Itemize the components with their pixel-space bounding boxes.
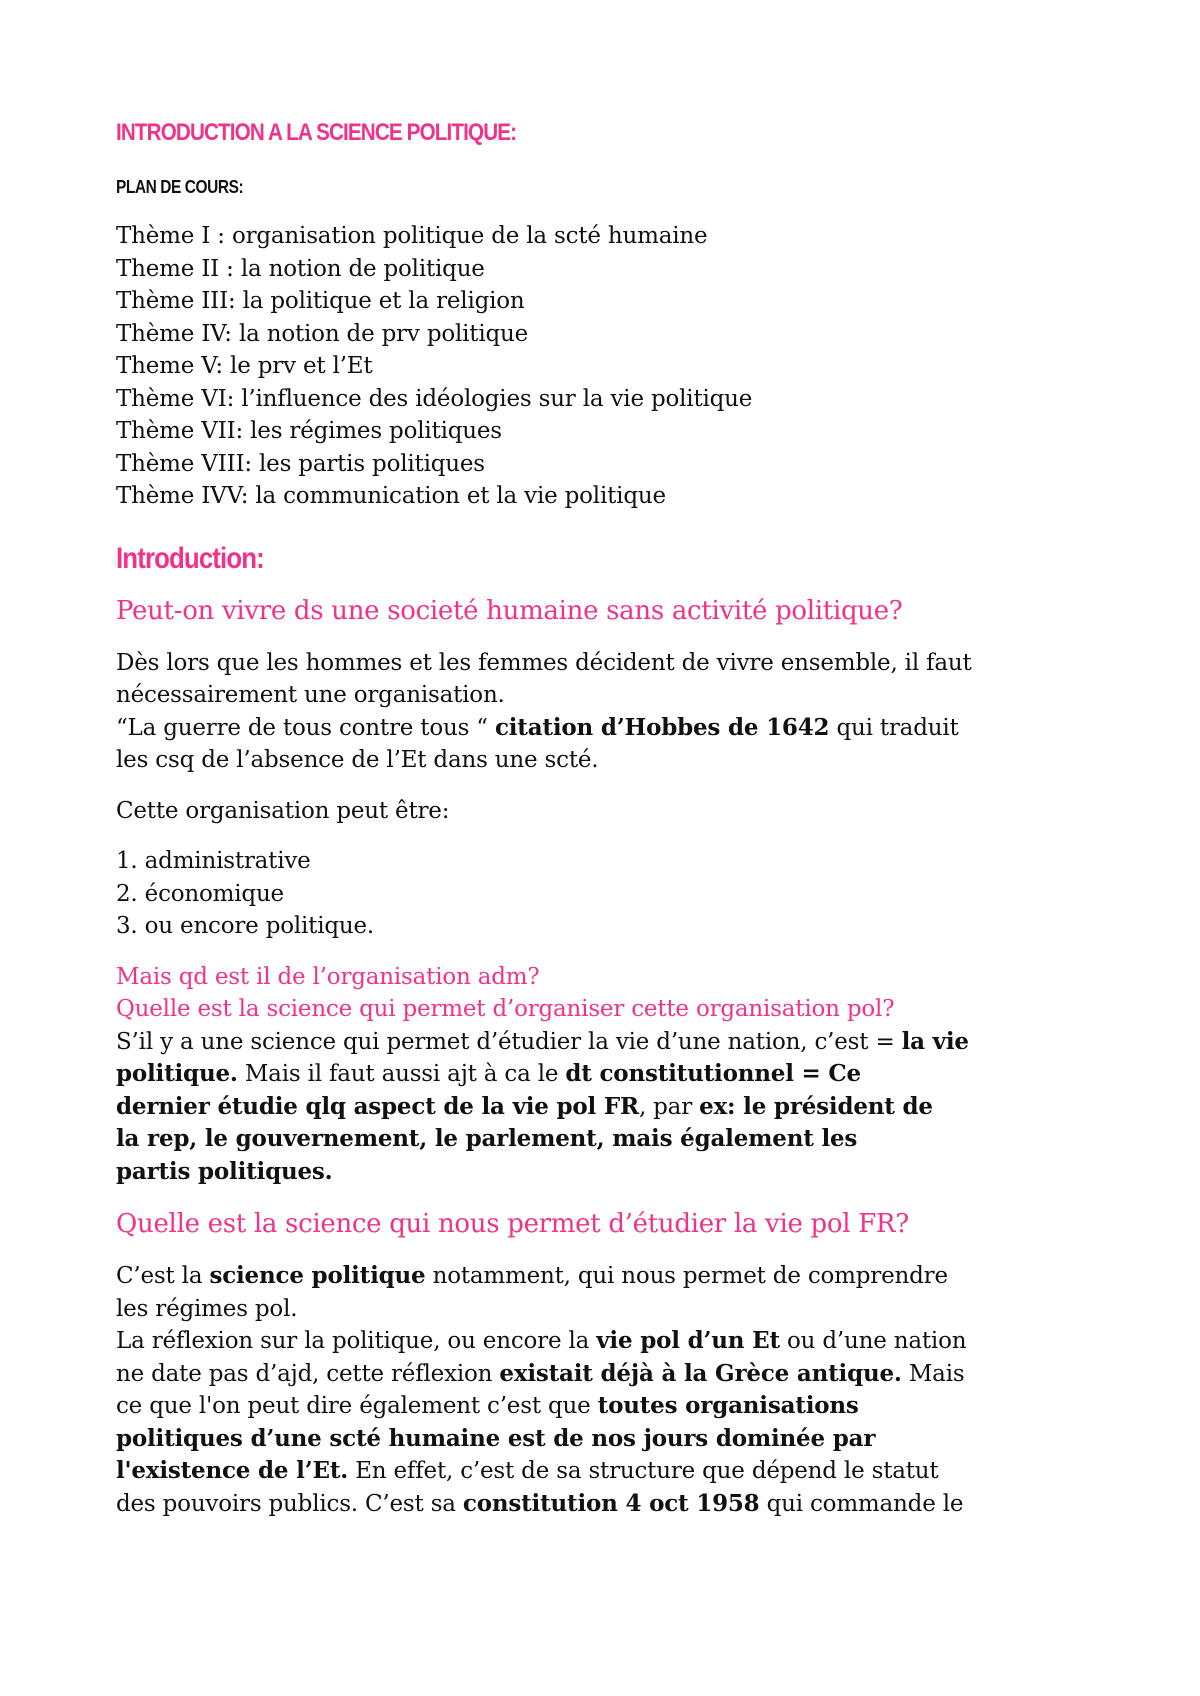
bold-span: la rep, le gouvernement, le parlement, mais également les <box>116 1125 858 1152</box>
organisation-intro <box>116 795 1106 828</box>
text-line: Dès lors que les hommes et les femmes décident de vivre ensemble, il faut <box>116 649 972 676</box>
bold-span: politique. <box>116 1060 238 1087</box>
text-line <box>116 1390 1106 1423</box>
theme-item: Thème IV: la notion de prv politique <box>116 320 529 347</box>
text-line <box>116 1091 1106 1124</box>
bold-span: dt constitutionnel = Ce <box>565 1060 861 1087</box>
text-line <box>116 1325 1106 1358</box>
document-page <box>116 112 1106 1520</box>
organisation-list <box>116 845 1106 943</box>
text-line: les csq de l’absence de l’Et dans une scté. <box>116 747 599 773</box>
text-span: “La guerre de tous contre tous “ <box>116 714 495 741</box>
plan-label: PLAN DE COURS: <box>116 177 244 197</box>
theme-item: Thème VII: les régimes politiques <box>116 418 502 444</box>
text-span: En effet, c’est de sa structure que dépend le statut <box>348 1458 939 1484</box>
question-line: Mais qd est il de l’organisation adm? <box>116 963 540 990</box>
theme-item: Thème IVV: la communication et la vie politique <box>116 483 666 509</box>
list-item: 2. économique <box>116 880 284 907</box>
theme-item: Thème I : organisation politique de la scté humaine <box>116 223 708 249</box>
bold-span: toutes organisations <box>597 1392 859 1419</box>
text-span: qui traduit <box>829 714 959 741</box>
text-span: Mais <box>901 1360 965 1387</box>
theme-item: Thème VI: l’influence des idéologies sur la vie politique <box>116 385 753 412</box>
theme-item: Theme II : la notion de politique <box>116 255 485 282</box>
bold-span: science politique <box>209 1262 426 1289</box>
bold-span: politiques d’une scté humaine est de nos jours dominée par <box>116 1424 876 1452</box>
text-line: Cette organisation peut être: <box>116 797 450 824</box>
paragraph-science <box>116 961 1106 1189</box>
text-line <box>116 1455 1106 1488</box>
text-line <box>116 1423 1106 1456</box>
text-line: nécessairement une organisation. <box>116 682 505 708</box>
list-item: 1. administrative <box>116 848 311 874</box>
question-heading-2: Quelle est la science qui nous permet d’étudier la vie pol FR? <box>116 1209 909 1239</box>
paragraph-science-politique <box>116 1260 1106 1520</box>
paragraph-hobbes <box>116 647 1106 777</box>
text-span: ou d’une nation <box>779 1328 967 1354</box>
document-title: INTRODUCTION A LA SCIENCE POLITIQUE: <box>116 119 517 146</box>
bold-span: la vie <box>901 1027 969 1055</box>
theme-item: Thème III: la politique et la religion <box>116 288 525 314</box>
bold-span: constitution 4 oct 1958 <box>462 1489 760 1517</box>
list-item: 3. ou encore politique. <box>116 913 375 939</box>
text-span: qui commande le <box>759 1490 964 1517</box>
text-line <box>116 1156 1106 1189</box>
question-line: Quelle est la science qui permet d’organiser cette organisation pol? <box>116 996 895 1022</box>
text-span: ne date pas d’ajd, cette réflexion <box>116 1360 500 1387</box>
theme-item: Theme V: le prv et l’Et <box>116 353 373 379</box>
text-line: les régimes pol. <box>116 1295 298 1322</box>
bold-span: dernier étudie qlq aspect de la vie pol FR <box>116 1092 639 1120</box>
theme-list <box>116 220 1106 513</box>
bold-span: partis politiques. <box>116 1157 333 1185</box>
text-line <box>116 1026 1106 1059</box>
theme-item: Thème VIII: les partis politiques <box>116 450 485 477</box>
text-line <box>116 712 1106 745</box>
text-span: ce que l'on peut dire également c’est que <box>116 1393 598 1419</box>
text-span: notamment, qui nous permet de comprendre <box>425 1263 948 1289</box>
bold-span: ex: le président de <box>699 1092 933 1120</box>
text-line <box>116 1058 1106 1091</box>
bold-span: citation d’Hobbes de 1642 <box>494 713 830 741</box>
bold-span: existait déjà à la Grèce antique. <box>499 1359 902 1387</box>
bold-span: l'existence de l’Et. <box>116 1457 349 1484</box>
text-span: des pouvoirs publics. C’est sa <box>116 1490 463 1517</box>
bold-span: vie pol d’un Et <box>596 1327 780 1354</box>
text-line <box>116 1358 1106 1391</box>
text-line <box>116 1260 1106 1293</box>
text-span: La réflexion sur la politique, ou encore la <box>116 1328 597 1354</box>
text-line <box>116 1488 1106 1521</box>
introduction-heading: Introduction: <box>116 541 264 575</box>
text-line <box>116 1123 1106 1156</box>
text-span: S’il y a une science qui permet d’étudier la vie d’une nation, c’est = <box>116 1028 902 1055</box>
text-span: , par <box>638 1093 700 1120</box>
text-span: C’est la <box>116 1263 210 1289</box>
question-heading-1: Peut-on vivre ds une societé humaine sans activité politique? <box>116 595 903 626</box>
text-span: Mais il faut aussi ajt à ca le <box>237 1061 566 1087</box>
